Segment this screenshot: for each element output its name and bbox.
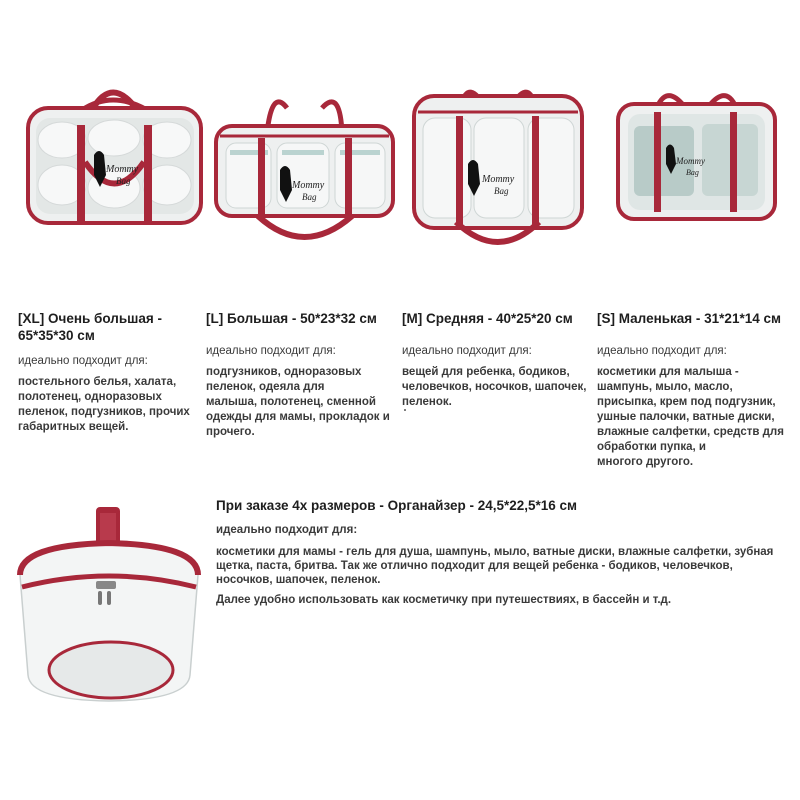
svg-text:Mommy: Mommy xyxy=(292,180,325,191)
svg-text:Mommy: Mommy xyxy=(106,164,139,175)
size-s-subtitle: идеально подходит для: xyxy=(597,345,727,357)
size-m-subtitle: идеально подходит для: xyxy=(402,345,532,357)
size-l-subtitle: идеально подходит для: xyxy=(206,345,336,357)
svg-text:Bag: Bag xyxy=(686,168,699,177)
size-l-description: подгузников, одноразовых пеленок, одеяла для малыша, полотенец, сменной одежды для мамы, прокладок и прочего. xyxy=(206,366,390,438)
size-s-title: [S] Маленькая - 31*21*14 см xyxy=(597,311,781,326)
stray-dot xyxy=(404,409,406,411)
svg-text:Bag: Bag xyxy=(116,176,131,186)
size-l-title: [L] Большая - 50*23*32 см xyxy=(206,311,377,326)
size-m-block xyxy=(402,310,597,410)
svg-text:Mommy: Mommy xyxy=(676,156,705,166)
bag-xl-image xyxy=(22,80,207,230)
organizer-title: При заказе 4х размеров - Органайзер - 24,5*22,5*16 см xyxy=(216,498,578,513)
organizer-block xyxy=(216,498,786,613)
size-m-description: вещей для ребенка, бодиков, человечков, носочков, шапочек, пеленок. xyxy=(402,366,587,408)
svg-text:Bag: Bag xyxy=(494,186,509,196)
size-xl-block xyxy=(18,310,203,435)
size-s-description: косметики для малыша - шампунь, мыло, масло, присыпка, крем под подгузник, ушные палочки, ватные диски, влажные салфетки, средств для обработки пупка, и многого другого. xyxy=(597,366,784,468)
svg-text:Bag: Bag xyxy=(302,192,317,202)
size-m-title: [M] Средняя - 40*25*20 см xyxy=(402,311,573,326)
bag-m-image xyxy=(408,82,588,247)
size-xl-title: [XL] Очень большая - 65*35*30 см xyxy=(18,311,163,343)
size-xl-description: постельного белья, халата, полотенец, одноразовых пеленок, подгузников, прочих габаритных вещей. xyxy=(18,376,190,433)
organizer-description: косметики для мамы - гель для душа, шампунь, мыло, ватные диски, влажные салфетки, зубная щетка, паста, бритва. Так же отлично подходит для вещей ребенка - бодиков, человечков, носочков, шапочек, пеленок. xyxy=(216,546,774,586)
svg-text:Mommy: Mommy xyxy=(482,174,515,185)
organizer-image xyxy=(14,505,204,705)
size-s-block xyxy=(597,310,792,470)
organizer-usage-note: Далее удобно использовать как косметичку при путешествиях, в бассейн и т.д. xyxy=(216,594,672,606)
size-xl-subtitle: идеально подходит для: xyxy=(18,355,148,367)
bag-s-image xyxy=(614,86,779,226)
organizer-subtitle: идеально подходит для: xyxy=(216,524,358,536)
size-l-block xyxy=(206,310,401,440)
bag-l-image xyxy=(212,88,397,248)
